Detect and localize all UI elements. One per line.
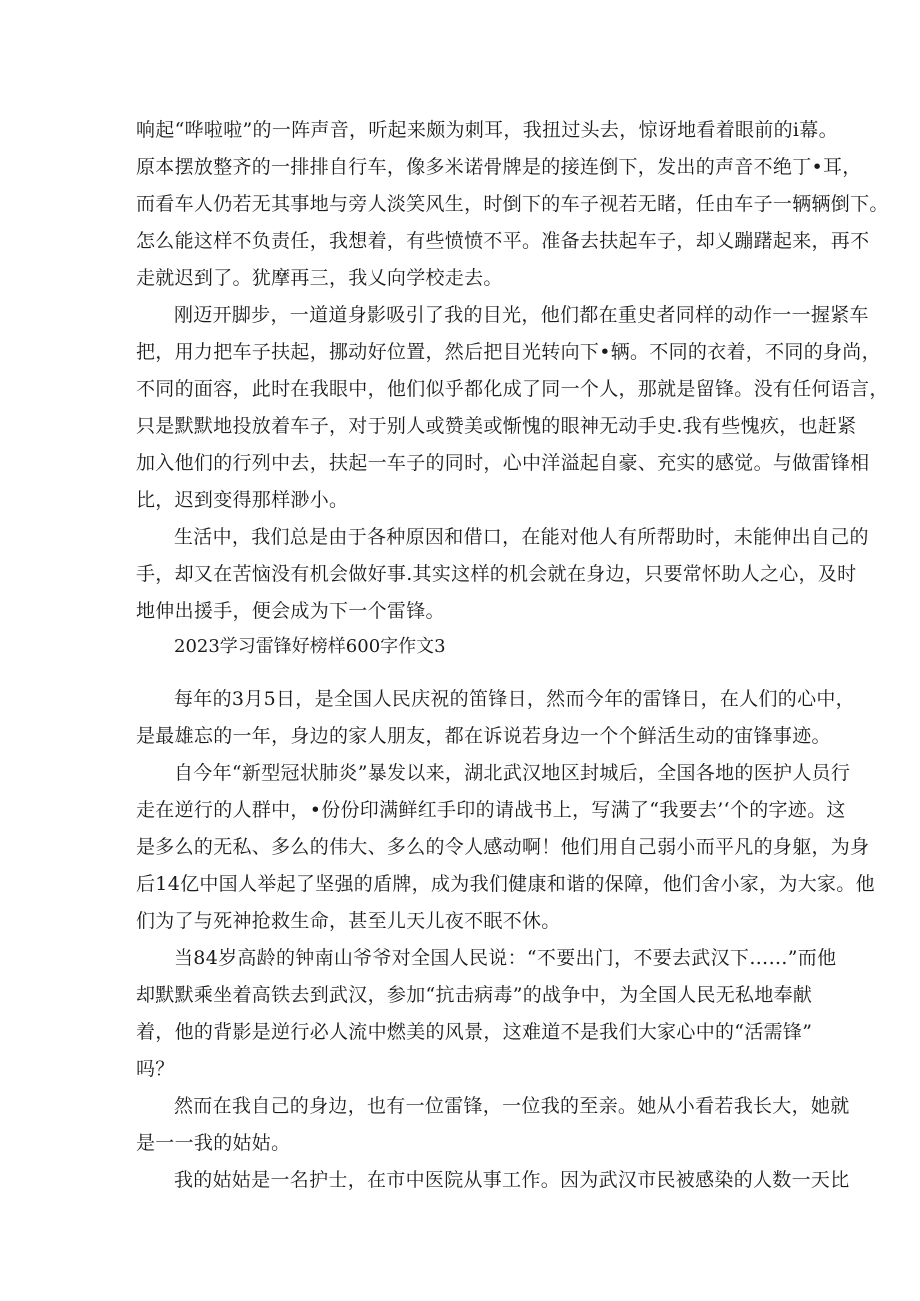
text-line: 走在逆行的人群中，•份份印满鲜红手印的请战书上，写满了“我要去’‘个的字迹。这 bbox=[136, 799, 846, 821]
text-line: 而看车人仍若无其事地与旁人淡笑风生，时倒下的车子视若无睹，任由车子一辆辆倒下。 bbox=[136, 193, 889, 215]
text-line: 不同的面容，此时在我眼中，他们似乎都化成了同一个人，那就是留锋。没有任何语言， bbox=[136, 378, 889, 400]
text-line: 比，迟到变得那样渺小。 bbox=[136, 489, 349, 511]
text-line: 原本摆放整齐的一排排自行车，像多米诺骨牌是的接连倒下，发出的声音不绝丁•耳， bbox=[136, 156, 862, 178]
text-line: 是最雄忘的一年，身边的家人朋友，都在诉说若身边一个个鲜活生动的宙锋事迹。 bbox=[136, 725, 831, 747]
section-heading: 2023学习雷锋好榜样600字作文3 bbox=[174, 636, 446, 657]
text-line: 后14亿中国人举起了坚强的盾牌，成为我们健康和谐的保障，他们舍小家，为大家。他 bbox=[136, 873, 875, 895]
text-line: 响起“哗啦啦”的一阵声音，听起来颇为刺耳，我扭过头去，惊讶地看着眼前的i幕。 bbox=[136, 119, 838, 141]
text-line: 当84岁高龄的钟南山爷爷对全国人民说：“不要出门，不要去武汉下……”而他 bbox=[174, 947, 837, 969]
text-line: 们为了与死神抢救生命，甚至儿天儿夜不眠不休。 bbox=[136, 910, 561, 932]
text-line: 加入他们的行列中去，扶起一车子的同时，心中洋溢起自豪、充实的感觉。与做雷锋相 bbox=[136, 452, 870, 474]
text-line: 只是默默地投放着车子，对于别人或赞美或惭愧的眼神无动手史.我有些愧疚，也赶紧 bbox=[136, 415, 857, 437]
text-line: 吗？ bbox=[136, 1058, 175, 1080]
text-line: 却默默乘坐着高铁去到武汉，参加“抗击病毒”的战争中，为全国人民无私地奉献 bbox=[136, 984, 813, 1006]
text-line: 是多么的无私、多么的伟大、多么的令人感动啊！他们用自己弱小而平凡的身躯，为身 bbox=[136, 836, 870, 858]
text-line: 着，他的背影是逆行必人流中燃美的风景，这难道不是我们大家心中的“活需锋” bbox=[136, 1021, 813, 1043]
text-line: 刚迈开脚步，一道道身影吸引了我的目光，他们都在重史者同样的动作一一握紧车 bbox=[174, 304, 869, 326]
text-line: 自今年“新型冠状肺炎”暴发以来，湖北武汉地区封城后，全国各地的医护人员行 bbox=[174, 762, 851, 784]
text-line: 生活中，我们总是由于各种原因和借口，在能对他人有所帮助时，未能伸出自己的 bbox=[174, 526, 869, 548]
text-line: 走就迟到了。犹摩再三，我乂向学校走去。 bbox=[136, 267, 503, 289]
text-line: 把，用力把车子扶起，挪动好位置，然后把目光转向下•辆。不同的衣着，不同的身尚， bbox=[136, 341, 881, 363]
text-line: 手，却又在苦恼没有机会做好事.其实这样的机会就在身边，只要常怀助人之心，及时 bbox=[136, 563, 857, 585]
text-line: 我的姑姑是一名护士，在市中医院从事工作。因为武汉市民被感染的人数一天比 bbox=[174, 1169, 850, 1191]
text-line: 地伸出援手，便会成为下一个雷锋。 bbox=[136, 600, 445, 622]
text-line: 是一一我的姑姑。 bbox=[136, 1132, 291, 1154]
text-line: 然而在我自己的身边，也有一位雷锋，一位我的至亲。她从小看若我长大，她就 bbox=[174, 1095, 850, 1117]
text-line: 怎么能这样不负责任，我想着，有些愤愤不平。准备去扶起车子，却乂蹦躇起来，再不 bbox=[136, 230, 870, 252]
text-line: 每年的3月5日，是全国人民庆祝的笛锋日，然而今年的雷锋日，在人们的心中， bbox=[174, 688, 855, 710]
